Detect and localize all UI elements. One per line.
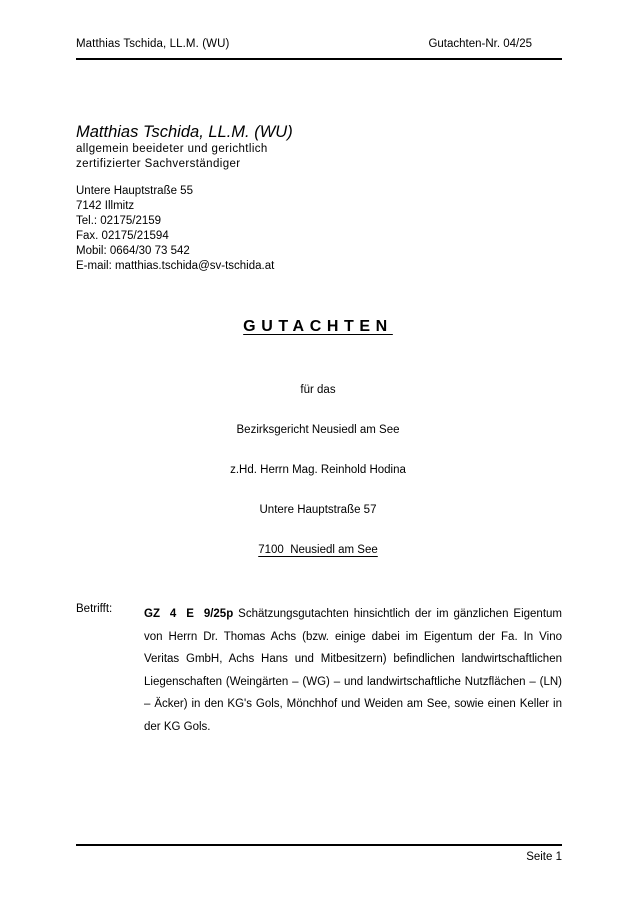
recipient-city: 7100 Neusiedl am See [258, 544, 378, 556]
author-qualification-2: zertifizierter Sachverständiger [76, 158, 241, 170]
address-mobile: Mobil: 0664/30 73 542 [76, 245, 190, 257]
document-title: GUTACHTEN [243, 318, 393, 335]
address-tel: Tel.: 02175/2159 [76, 215, 162, 227]
page-number: Seite 1 [526, 851, 562, 863]
document-title-wrapper [0, 318, 636, 336]
recipient-court: Bezirksgericht Neusiedl am See [236, 424, 400, 436]
header-doc-number: Gutachten-Nr. 04/25 [428, 38, 532, 50]
author-block [76, 122, 476, 172]
subject-body [144, 603, 562, 739]
subject-reference: GZ 4 E 9/25p [144, 608, 234, 620]
subject-text: Schätzungsgutachten hinsichtlich der im gänzlichen Eigentum von Herrn Dr. Thomas Achs (bzw. einige dabei im Eigentum der Fa. In Vino Veritas GmbH, Achs Hans und Mitbesitzern) befindlichen landwirtschaftlichen Liegenschaften (Weingärten – (WG) – und landwirtschaftliche Nutzflächen – (LN) – Äcker) in den KG's Gols, Mönchhof und Weiden am See, sowie einen Keller in der KG Gols. [144, 608, 562, 733]
address-email: E-mail: matthias.tschida@sv-tschida.at [76, 260, 275, 272]
recipient-intro: für das [300, 384, 336, 396]
subject-label: Betrifft: [76, 603, 113, 615]
address-street: Untere Hauptstraße 55 [76, 185, 193, 197]
page-footer [76, 844, 562, 863]
address-city: 7142 Illmitz [76, 200, 135, 212]
page-header [76, 38, 562, 60]
author-name: Matthias Tschida, LL.M. (WU) [76, 123, 293, 141]
author-qualification-1: allgemein beeideter und gerichtlich [76, 143, 268, 155]
recipient-attention: z.Hd. Herrn Mag. Reinhold Hodina [230, 464, 406, 476]
recipient-street: Untere Hauptstraße 57 [259, 504, 377, 516]
address-fax: Fax. 02175/21594 [76, 230, 169, 242]
author-address [76, 184, 476, 274]
header-author: Matthias Tschida, LL.M. (WU) [76, 38, 230, 50]
